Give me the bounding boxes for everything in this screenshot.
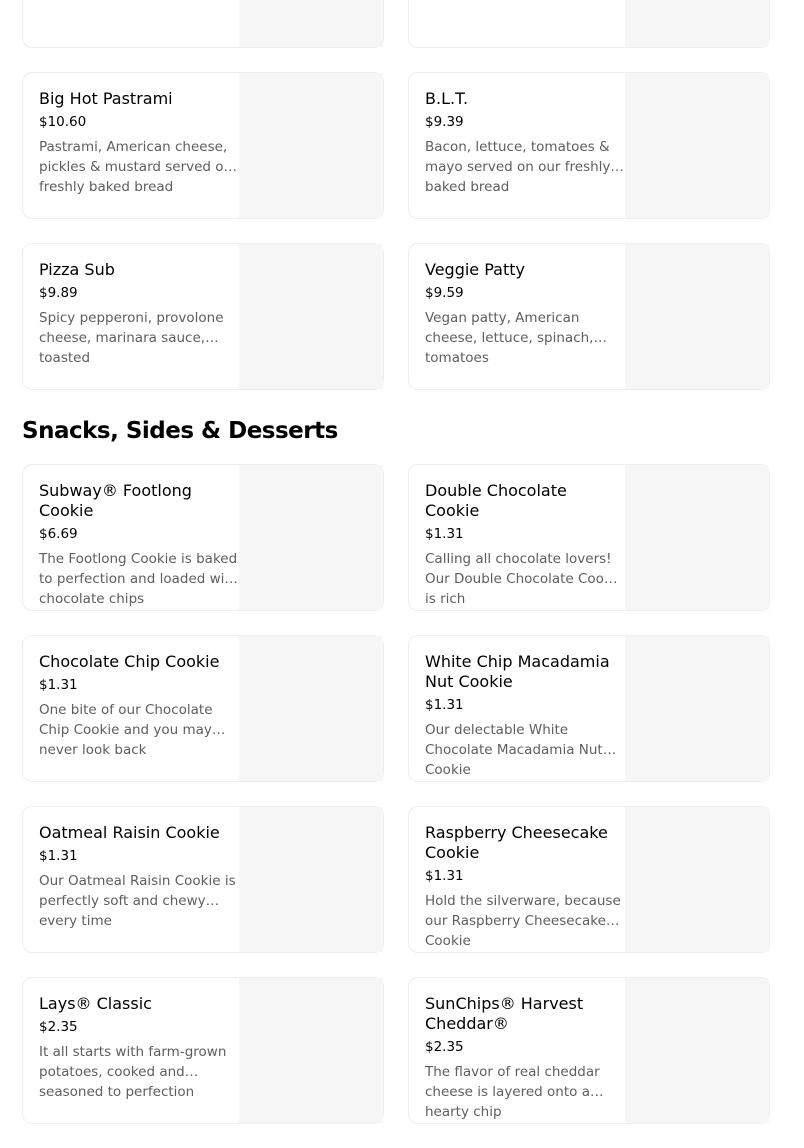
item-name: SunChips® Harvest Cheddar® [425,994,584,1033]
menu-item-card[interactable] [408,635,770,782]
item-description: Bacon, lettuce, tomatoes & mayo served on our freshly baked bread [425,139,611,195]
item-description: Our delectable White Chocolate Macadamia Nut Cookie [425,722,603,778]
item-image-placeholder [625,807,769,952]
menu-item-card[interactable] [408,72,770,219]
item-price: $2.35 [425,1039,464,1055]
item-price: $1.31 [425,526,464,542]
menu-grid-snacks [22,464,772,1148]
item-image-placeholder [625,73,769,218]
menu-grid-sandwiches [22,0,772,414]
item-price: $9.89 [39,285,78,301]
item-description: The Footlong Cookie is baked to perfection and loaded with chocolate chips [39,551,239,607]
item-name: Oatmeal Raisin Cookie [39,823,220,842]
item-name: White Chip Macadamia Nut Cookie [425,652,610,691]
menu-item-card[interactable] [22,806,384,953]
menu-item-card[interactable] [408,0,770,48]
item-image-placeholder [625,465,769,610]
item-price: $2.35 [39,1019,78,1035]
item-description: The flavor of real cheddar cheese is layered onto a hearty chip [425,1064,600,1120]
menu-item-card[interactable] [22,464,384,611]
item-price: $1.31 [39,848,78,864]
item-name: Double Chocolate Cookie [425,481,567,520]
menu-item-card[interactable] [22,243,384,390]
item-image-placeholder [625,636,769,781]
item-price: $1.31 [39,677,78,693]
item-image-placeholder [239,465,383,610]
item-price: $6.69 [39,526,78,542]
item-name: Pizza Sub [39,260,115,279]
item-image-placeholder [239,978,383,1123]
item-image-placeholder [239,0,383,47]
item-price: $1.31 [425,697,464,713]
item-image-placeholder [625,0,769,47]
item-description: Pastrami, American cheese, pickles & mustard served on freshly baked bread [39,139,233,195]
item-price: $9.59 [425,285,464,301]
item-name: Subway® Footlong Cookie [39,481,192,520]
item-price: $1.31 [425,868,464,884]
menu-item-card[interactable] [408,806,770,953]
item-description: Calling all chocolate lovers! Our Double Chocolate Cookie is rich [425,551,624,607]
menu-item-card[interactable] [22,72,384,219]
item-image-placeholder [239,244,383,389]
menu-item-card[interactable] [22,0,384,48]
section-title: Snacks, Sides & Desserts [22,418,338,444]
menu-item-card[interactable] [408,243,770,390]
item-name: Chocolate Chip Cookie [39,652,220,671]
item-name: Big Hot Pastrami [39,89,173,108]
item-name: Lays® Classic [39,994,152,1013]
item-description: Spicy pepperoni, provolone cheese, marinara sauce, toasted [39,310,224,366]
item-description: It all starts with farm-grown potatoes, cooked and seasoned to perfection [39,1044,227,1100]
item-price: $9.39 [425,114,464,130]
menu-item-card[interactable] [408,464,770,611]
item-description: Hold the silverware, because our Raspberry Cheesecake Cookie [425,893,621,949]
item-description: Vegan patty, American cheese, lettuce, spinach, tomatoes [425,310,594,366]
item-description: Our Oatmeal Raisin Cookie is perfectly soft and chewy every time [39,873,236,929]
item-name: Raspberry Cheesecake Cookie [425,823,608,862]
item-image-placeholder [625,244,769,389]
item-description: One bite of our Chocolate Chip Cookie and you may never look back [39,702,213,758]
item-price: $10.60 [39,114,87,130]
item-image-placeholder [625,978,769,1123]
menu-item-card[interactable] [22,635,384,782]
item-name: Veggie Patty [425,260,525,279]
menu-item-card[interactable] [22,977,384,1124]
item-image-placeholder [239,636,383,781]
item-image-placeholder [239,73,383,218]
menu-item-card[interactable] [408,977,770,1124]
item-image-placeholder [239,807,383,952]
item-name: B.L.T. [425,89,469,108]
